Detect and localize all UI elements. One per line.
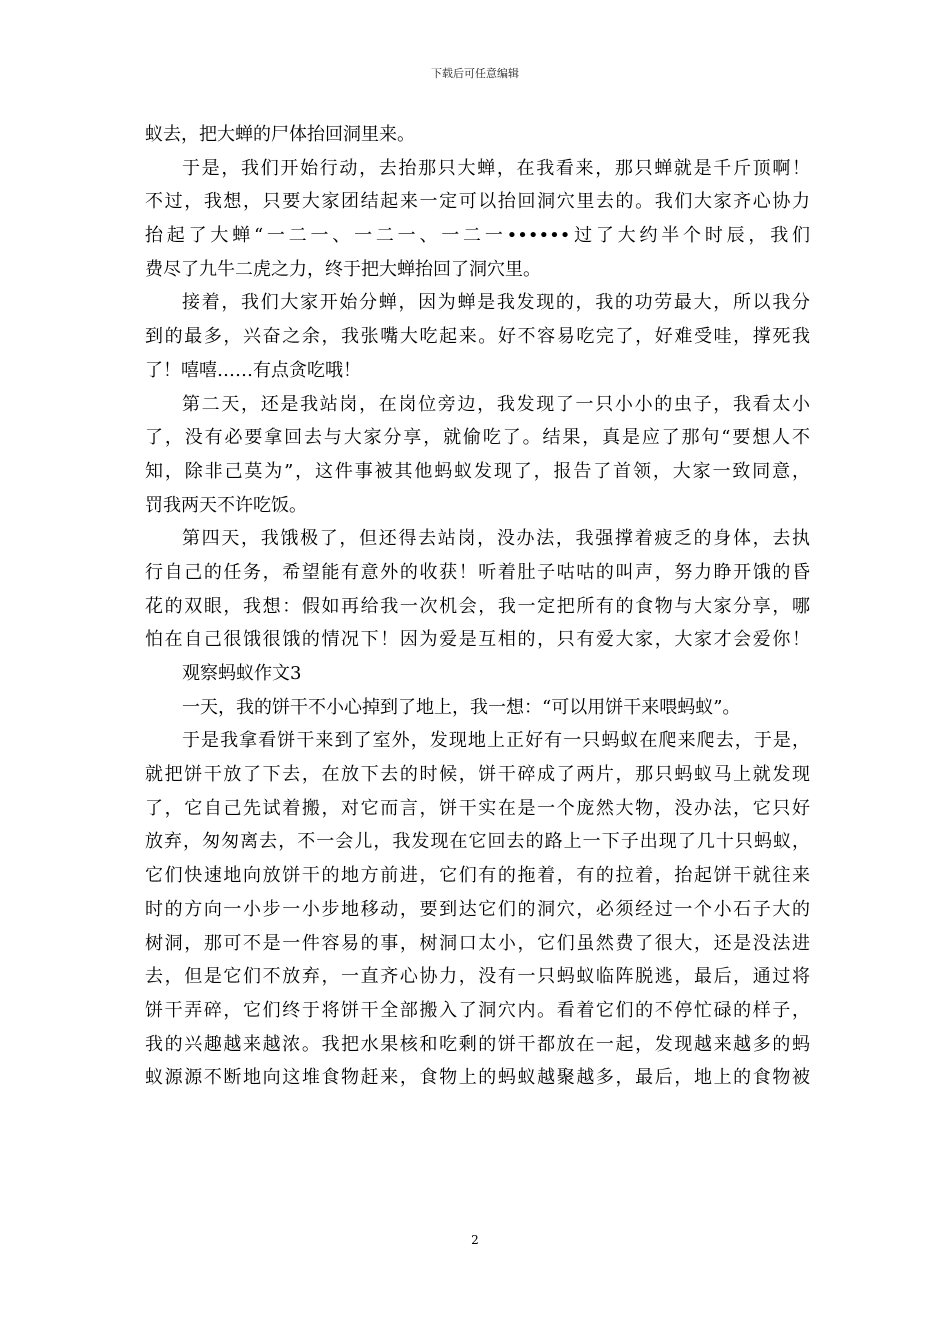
paragraph-start-line: 于是我拿看饼干来到了室外，发现地上正好有一只蚂蚁在爬来爬去，于是， — [182, 730, 810, 752]
text-line: 树洞，那可不是一件容易的事，树洞口太小，它们虽然费了很大，还是没法进 — [145, 932, 810, 954]
text-line: 蚁去，把大蝉的尸体抬回洞里来。 — [145, 124, 415, 145]
text-line: 到的最多，兴奋之余，我张嘴大吃起来。好不容易吃完了，好难受哇，撑死我 — [145, 326, 810, 348]
text-line: 饼干弄碎，它们终于将饼干全部搬入了洞穴内。看着它们的不停忙碌的样子， — [145, 999, 810, 1021]
page-number: 2 — [471, 1233, 479, 1247]
page-header: 下载后可任意编辑 — [431, 67, 519, 80]
text-line: 它们快速地向放饼干的地方前进，它们有的拖着，有的拉着，抬起饼干就往来 — [145, 865, 810, 887]
text-line: 不过，我想，只要大家团结起来一定可以抬回洞穴里去的。我们大家齐心协力 — [145, 191, 810, 213]
text-line: 花的双眼，我想：假如再给我一次机会，我一定把所有的食物与大家分享，哪 — [145, 595, 810, 617]
text-line: 蚁源源不断地向这堆食物赶来，食物上的蚂蚁越聚越多，最后，地上的食物被 — [145, 1067, 810, 1089]
paragraph-start-line: 第四天，我饿极了，但还得去站岗，没办法，我强撑着疲乏的身体，去执 — [182, 528, 810, 550]
text-line: 了，没有必要拿回去与大家分享，就偷吃了。结果，真是应了那句“要想人不 — [145, 427, 810, 449]
paragraph-start-line: 接着，我们大家开始分蝉，因为蝉是我发现的，我的功劳最大，所以我分 — [182, 292, 810, 314]
section-title: 观察蚂蚁作文3 — [182, 663, 302, 684]
text-line: 怕在自己很饿很饿的情况下！因为爱是互相的，只有爱大家，大家才会爱你！ — [145, 629, 810, 651]
text-line: 知，除非己莫为”，这件事被其他蚂蚁发现了，报告了首领，大家一致同意， — [145, 460, 810, 482]
text-line: 行自己的任务，希望能有意外的收获！听着肚子咕咕的叫声，努力睁开饿的昏 — [145, 561, 810, 583]
text-line: 了！嘻嘻……有点贪吃哦！ — [145, 359, 361, 381]
text-line: 去，但是它们不放弃，一直齐心协力，没有一只蚂蚁临阵脱逃，最后，通过将 — [145, 966, 810, 988]
document-body — [145, 118, 810, 1095]
text-line: 我的兴趣越来越浓。我把水果核和吃剩的饼干都放在一起，发现越来越多的蚂 — [145, 1033, 810, 1055]
text-line: 罚我两天不许吃饭。 — [145, 494, 307, 516]
paragraph-start-line: 第二天，还是我站岗，在岗位旁边，我发现了一只小小的虫子，我看太小 — [182, 393, 810, 415]
text-line: 了，它自己先试着搬，对它而言，饼干实在是一个庞然大物，没办法，它只好 — [145, 797, 810, 819]
text-line: 放弃，匆匆离去，不一会儿，我发现在它回去的路上一下子出现了几十只蚂蚁， — [145, 831, 810, 853]
paragraph-start-line: 一天，我的饼干不小心掉到了地上，我一想：“可以用饼干来喂蚂蚁”。 — [182, 696, 741, 718]
text-line: 时的方向一小步一小步地移动，要到达它们的洞穴，必须经过一个小石子大的 — [145, 898, 810, 920]
paragraph-start-line: 于是，我们开始行动，去抬那只大蝉，在我看来，那只蝉就是千斤顶啊！ — [182, 157, 810, 179]
text-line: 就把饼干放了下去，在放下去的时候，饼干碎成了两片，那只蚂蚁马上就发现 — [145, 764, 810, 786]
text-line: 抬起了大蝉“一二一、一二一、一二一••••••过了大约半个时辰，我们 — [145, 225, 810, 247]
text-line: 费尽了九牛二虎之力，终于把大蝉抬回了洞穴里。 — [145, 258, 541, 280]
